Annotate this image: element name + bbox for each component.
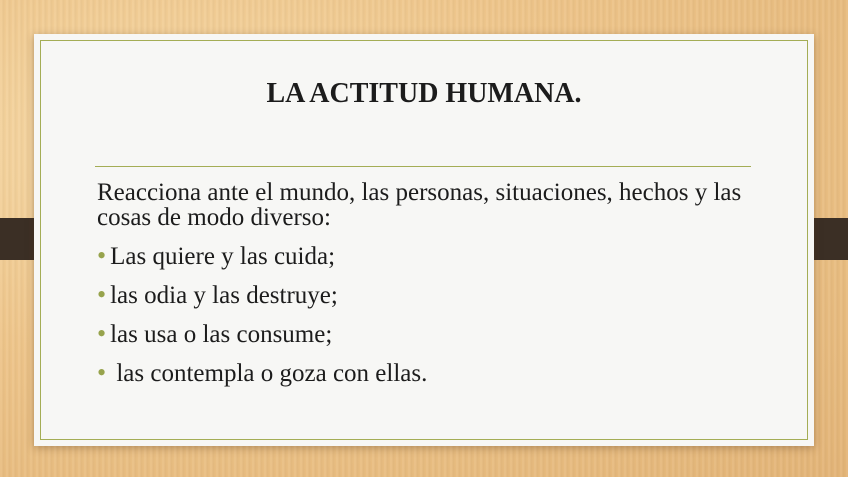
bullet-text: las usa o las consume; [110,321,333,348]
list-item [97,320,757,348]
bullet-icon: • [97,280,107,309]
bullet-text: Las quiere y las cuida; [110,243,336,270]
list-item [97,242,757,270]
bullet-text: las contempla o goza con ellas. [110,360,428,387]
list-item [97,359,757,387]
bullet-text: las odia y las destruye; [110,282,338,309]
intro-paragraph: Reacciona ante el mundo, las personas, situaciones, hechos y las cosas de modo diverso: [97,179,742,231]
list-item [97,281,757,309]
slide-body [97,180,757,398]
bullet-icon: • [97,358,107,387]
bullet-icon: • [97,319,107,348]
bullet-list [97,242,757,387]
title-divider [95,166,751,167]
bullet-icon: • [97,241,107,270]
slide-title: LA ACTITUD HUMANA. [266,78,582,109]
